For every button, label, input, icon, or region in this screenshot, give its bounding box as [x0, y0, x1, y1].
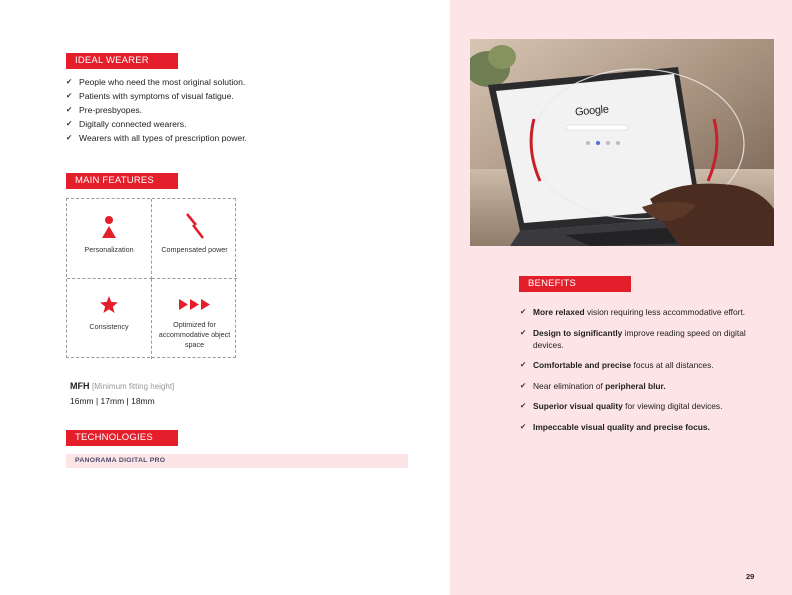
feature-optimized-object-space — [152, 279, 237, 359]
laptop-photo — [470, 39, 774, 246]
feature-consistency — [67, 279, 152, 359]
technology-item: PANORAMA DIGITAL PRO — [66, 454, 408, 468]
main-features-heading: MAIN FEATURES — [66, 173, 178, 189]
ideal-wearer-list — [66, 75, 247, 145]
benefits-list — [520, 306, 750, 441]
feature-label: Compensated power — [161, 245, 228, 254]
list-item: ✔ Near elimination of peripheral blur. — [520, 380, 666, 391]
checkmark-icon: ✔ — [520, 360, 527, 369]
right-page — [450, 0, 792, 595]
list-item: ✔ People who need the most original solution. — [66, 77, 246, 87]
list-item: ✔ Impeccable visual quality and precise focus. — [520, 421, 710, 432]
mfh-note: [Minimum fitting height] — [92, 382, 175, 391]
page-number: 29 — [746, 572, 755, 581]
checkmark-icon: ✔ — [66, 91, 73, 100]
feature-compensated-power — [152, 199, 237, 279]
checkmark-icon: ✔ — [66, 105, 73, 114]
mfh-values: 16mm | 17mm | 18mm — [70, 396, 155, 406]
list-item: ✔ Digitally connected wearers. — [66, 119, 187, 129]
google-logo: Google — [574, 103, 610, 119]
person-icon — [67, 215, 151, 239]
feature-label: Optimized for accommodative object space — [158, 320, 231, 349]
list-item: ✔ Superior visual quality for viewing digital devices. — [520, 401, 723, 411]
list-item: ✔ Comfortable and precise focus at all distances. — [520, 360, 714, 370]
star-icon — [67, 296, 151, 313]
triple-arrow-icon — [152, 299, 237, 310]
features-grid — [66, 198, 236, 358]
checkmark-icon: ✔ — [66, 77, 73, 86]
feature-personalization — [67, 199, 152, 279]
checkmark-icon: ✔ — [66, 133, 73, 142]
checkmark-icon: ✔ — [520, 380, 527, 390]
diagonal-lines-icon — [152, 212, 237, 240]
list-item: ✔ Pre-presbyopes. — [66, 105, 143, 115]
list-item: ✔ Patients with symptoms of visual fatigue. — [66, 91, 234, 101]
technologies-heading: TECHNOLOGIES — [66, 430, 178, 446]
checkmark-icon: ✔ — [520, 401, 527, 410]
mfh-label: MFH — [70, 381, 90, 391]
feature-label: Consistency — [89, 322, 129, 331]
checkmark-icon: ✔ — [66, 119, 73, 128]
benefits-heading: BENEFITS — [519, 276, 631, 292]
list-item: ✔ More relaxed vision requiring less accommodative effort. — [520, 307, 746, 317]
feature-label: Personalization — [84, 245, 134, 254]
checkmark-icon: ✔ — [520, 307, 527, 316]
ideal-wearer-heading: IDEAL WEARER — [66, 53, 178, 69]
checkmark-icon: ✔ — [520, 327, 527, 337]
list-item: ✔ Design to significantly improve reading speed on digital devices. — [520, 327, 746, 350]
list-item: ✔ Wearers with all types of prescription power. — [66, 133, 247, 143]
checkmark-icon: ✔ — [520, 421, 527, 431]
mfh-line — [70, 381, 174, 391]
